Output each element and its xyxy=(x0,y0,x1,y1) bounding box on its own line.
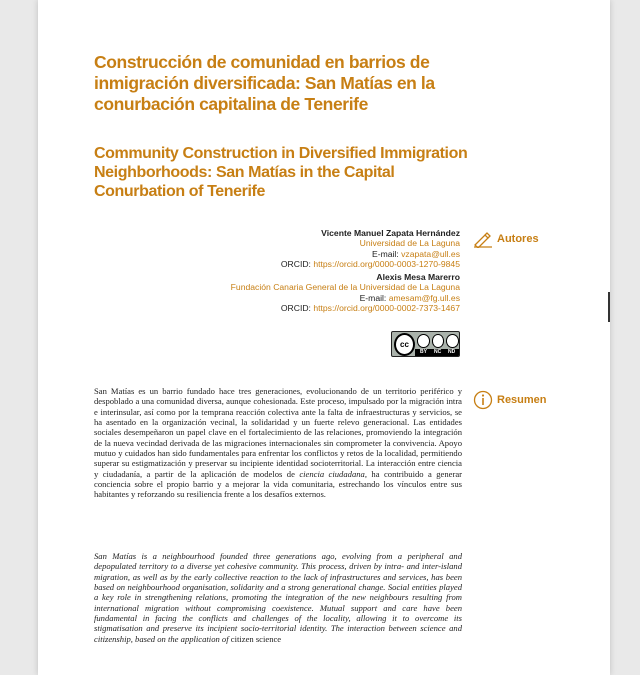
license-nc-label: NC xyxy=(434,349,442,355)
author-entry xyxy=(188,228,460,269)
abstract-es-italic: ciencia ciudadana xyxy=(299,468,365,479)
cc-license-badge[interactable] xyxy=(391,331,460,357)
abstract-english xyxy=(94,551,462,644)
author-name: Alexis Mesa Marerro xyxy=(376,272,460,283)
authors-block xyxy=(188,228,460,313)
author-orcid-link[interactable]: https://orcid.org/0000-0003-1270-9845 xyxy=(313,258,460,269)
cc-logo-icon: cc xyxy=(394,333,415,356)
autores-label: Autores xyxy=(497,233,539,245)
abstract-spanish xyxy=(94,386,462,500)
pen-icon xyxy=(473,230,493,248)
author-email-link[interactable]: vzapata@ull.es xyxy=(401,248,460,259)
resumen-section-label xyxy=(473,390,547,410)
author-orcid-link[interactable]: https://orcid.org/0000-0002-7373-1467 xyxy=(313,303,460,314)
document-page xyxy=(38,0,610,675)
autores-section-label xyxy=(473,230,539,248)
email-label: E-mail: xyxy=(359,292,387,303)
abstract-en-part1: San Matías is a neighbourhood founded three generations ago, evolving from a peripheral and depopulated territory to a diverse yet cohesive community. This process, driven by intra- and inter-island migration, as well as by the early collective reaction to the lack of infrastructures and services, has been based on neighbourhood organisation, solidarity and a strong generational change. Social entities played a key role in strengthening relations, promoting the integration of the new neighbours resulting from international migration without compromising coexistence. Mutual support and care have been fundamental in facing the conflicts and challenges of the locality, allowing it to overcome its stigmatisation and preserve its incipient socio-territorial identity. The interaction between science and citizenship, based on the application of xyxy=(94,551,462,644)
email-label: E-mail: xyxy=(371,248,399,259)
title-english: Community Construction in Diversified Immigration Neighborhoods: San Matías in the Capital Conurbation of Tenerife xyxy=(94,145,468,200)
abstract-es-part1: San Matías es un barrio fundado hace tres generaciones, evolucionando de un territorio periférico y despoblado a una comunidad diversa, aunque cohesionada. Este proceso, impulsado por la migración intra e interinsular, así como por la temprana reacción colectiva ante la falta de infraestructuras y servicios, se ha asentado en la organización vecinal, la solidaridad y un fuerte relevo generacional. Las entidades sociales desempeñaron un papel clave en el fortalecimiento de las relaciones, promoviendo la integración de la nueva vecindad derivada de las migraciones internacionales sin comprometer la convivencia. Apoyo mutuo y cuidados han sido fundamentales para enfrentar los conflictos y retos de la localidad, permitiendo superar su estigmatización y preservar su incipiente identidad socioterritorial. La interacción entre ciencia y ciudadanía, a partir de la aplicación de modelos de xyxy=(94,386,462,479)
resumen-label: Resumen xyxy=(497,394,547,406)
orcid-label: ORCID: xyxy=(280,303,311,314)
author-affiliation: Fundación Canaria General de la Universidad de La Laguna xyxy=(230,282,460,293)
nd-icon xyxy=(446,334,459,348)
author-affiliation: Universidad de La Laguna xyxy=(359,238,460,249)
divider-line xyxy=(608,292,610,322)
license-by-label: BY xyxy=(420,349,427,355)
abstract-es-part2: , ha contribuido a generar conciencia sobre el propio barrio y a mejorar la vida comunitaria, estrechando los vínculos entre sus habitantes y reforzando su resiliencia frente a los desafíos externos. xyxy=(94,468,462,500)
orcid-label: ORCID: xyxy=(280,258,311,269)
info-icon xyxy=(473,390,493,410)
author-email-link[interactable]: amesam@fg.ull.es xyxy=(388,292,460,303)
author-entry xyxy=(188,272,460,313)
author-name: Vicente Manuel Zapata Hernández xyxy=(321,228,460,238)
abstract-en-upright: citizen science xyxy=(230,633,282,644)
title-spanish: Construcción de comunidad en barrios de inmigración diversificada: San Matías en la conurbación capitalina de Tenerife xyxy=(94,52,435,114)
by-icon xyxy=(417,334,430,348)
license-nd-label: ND xyxy=(448,349,456,355)
nc-icon xyxy=(432,334,445,348)
